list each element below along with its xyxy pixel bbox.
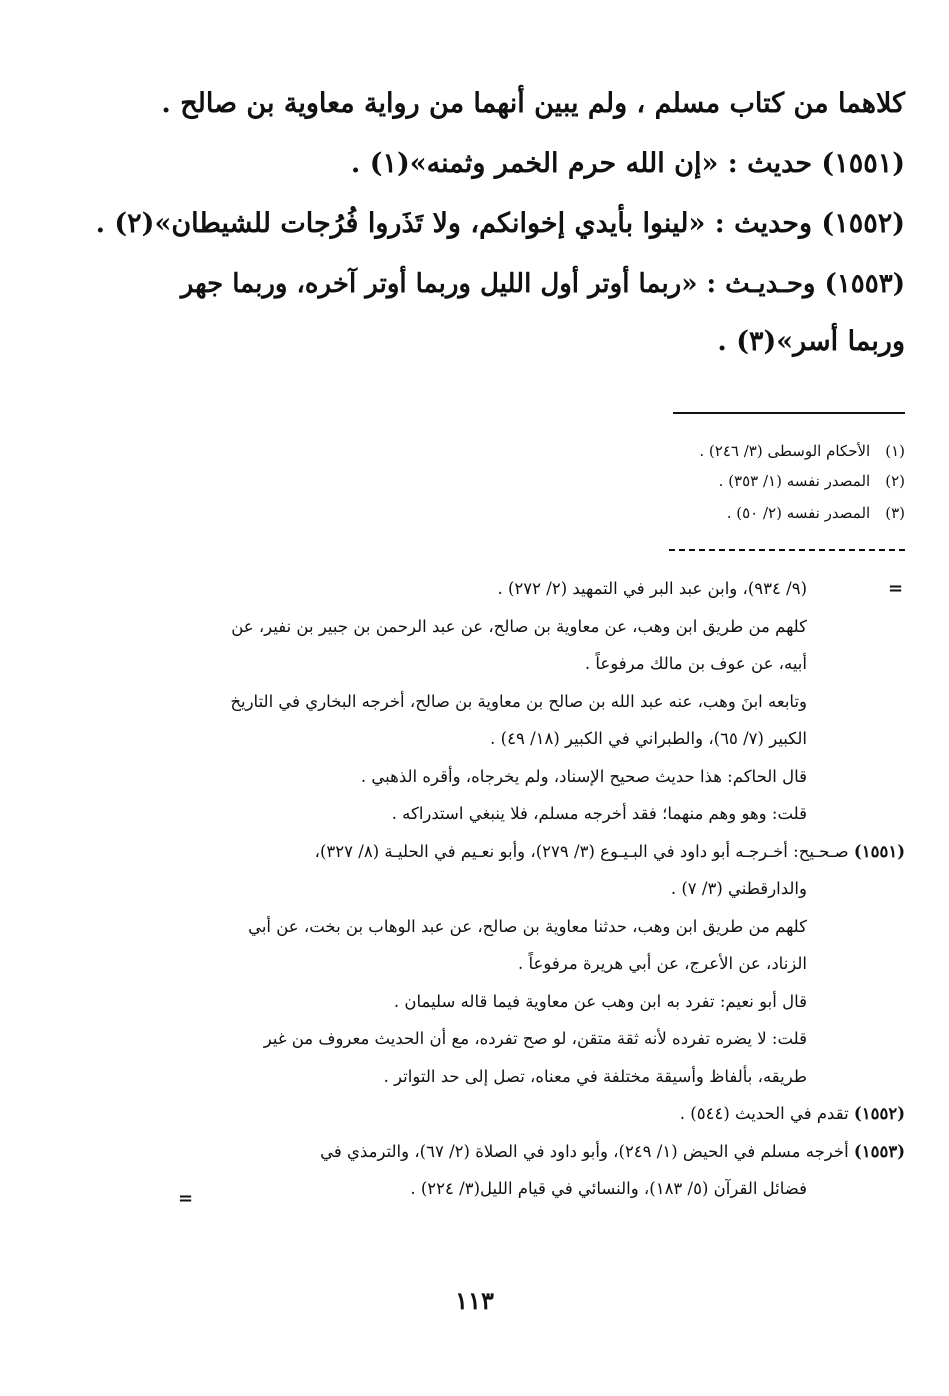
commentary-line bbox=[193, 683, 905, 721]
commentary-text: الكبير (٧/ ٦٥)، والطبراني في الكبير (١٨/ ٤٩) . bbox=[490, 729, 807, 748]
footnote-rule bbox=[673, 412, 905, 414]
footnote-text: الأحكام الوسطى (٣/ ٢٤٦) . bbox=[699, 442, 871, 460]
commentary-line bbox=[193, 833, 905, 871]
footnote-number: (٣) bbox=[885, 504, 905, 522]
commentary-text: قلت: وهو وهم منهما؛ فقد أخرجه مسلم، فلا ينبغي استدراكه . bbox=[391, 804, 807, 823]
commentary-line bbox=[193, 1020, 905, 1058]
commentary-text: والدارقطني (٣/ ٧) . bbox=[670, 879, 807, 898]
commentary-line bbox=[193, 758, 905, 796]
commentary-line bbox=[193, 795, 905, 833]
commentary-line bbox=[193, 608, 905, 646]
commentary-text: قال أبو نعيم: تفرد به ابن وهب عن معاوية فيما قاله سليمان . bbox=[393, 991, 807, 1011]
commentary-text: كلهم من طريق ابن وهب، حدثنا معاوية بن صالح، عن عبد الوهاب بن بخت، عن أبي bbox=[248, 916, 807, 936]
continuation-mark-top: = bbox=[888, 578, 904, 599]
commentary-text: أبيه، عن عوف بن مالك مرفوعاً . bbox=[584, 654, 807, 673]
commentary-separator bbox=[669, 549, 905, 551]
commentary-line bbox=[193, 983, 905, 1021]
footnote-text: المصدر نفسه (١/ ٣٥٣) . bbox=[718, 472, 871, 490]
footnote-number: (١) bbox=[885, 442, 905, 460]
page-number: ١١٣ bbox=[455, 1286, 494, 1315]
main-text-line-1: كلاهما من كتاب مسلم ، ولم يبين أنهما من رواية معاوية بن صالح . bbox=[161, 88, 905, 119]
commentary-line bbox=[193, 945, 905, 983]
commentary-text: أخرجه مسلم في الحيض (١/ ٢٤٩)، وأبو داود في الصلاة (٢/ ٦٧)، والترمذي في bbox=[320, 1141, 849, 1161]
commentary-text: صـحـيح: أخـرجـه أبو داود في البـيـوع (٣/ ٢٧٩)، وأبو نعـيم في الحليـة (٨/ ٣٢٧)، bbox=[314, 841, 849, 861]
commentary-line bbox=[193, 1170, 905, 1208]
commentary-text: طريقه، بألفاظ وأسيقة مختلفة في معناه، تصل إلى حد التواتر . bbox=[383, 1066, 807, 1086]
hadith-number: (١٥٥٣) bbox=[853, 1141, 905, 1161]
commentary-line bbox=[193, 1133, 905, 1171]
hadith-1553: (١٥٥٣) وحـديـث : «ربما أوتر أول الليل وربما أوتر آخره، وربما جهر bbox=[180, 269, 905, 299]
commentary-text: الزناد، عن الأعرج، عن أبي هريرة مرفوعاً . bbox=[518, 954, 807, 973]
commentary-line bbox=[193, 1095, 905, 1133]
commentary-line bbox=[193, 1058, 905, 1096]
continuation-mark-bottom: = bbox=[178, 1188, 194, 1209]
hadith-number: (١٥٥١) bbox=[853, 841, 905, 861]
commentary-text: وتابعه ابنَ وهب، عنه عبد الله بن صالح بن معاوية بن صالح، أخرجه البخاري في التاريخ bbox=[230, 691, 807, 711]
hadith-1551: (١٥٥١) حديث : «إن الله حرم الخمر وثمنه»(١) . bbox=[350, 148, 905, 179]
commentary-line bbox=[193, 870, 905, 908]
footnote-1 bbox=[305, 436, 905, 466]
commentary-line bbox=[193, 908, 905, 946]
footnote-number: (٢) bbox=[885, 472, 905, 490]
commentary-line bbox=[193, 570, 905, 608]
commentary-text: كلهم من طريق ابن وهب، عن معاوية بن صالح، عن عبد الرحمن بن جبير بن نفير، عن bbox=[231, 616, 807, 636]
hadith-1553-continued: وربما أسر»(٣) . bbox=[717, 326, 905, 357]
footnote-text: المصدر نفسه (٢/ ٥٠) . bbox=[726, 504, 871, 522]
commentary-text: فضائل القرآن (٥/ ١٨٣)، والنسائي في قيام الليل(٣/ ٢٢٤) . bbox=[410, 1179, 807, 1198]
commentary-line bbox=[193, 645, 905, 683]
footnote-2 bbox=[305, 466, 905, 496]
hadith-number: (١٥٥٢) bbox=[853, 1104, 905, 1123]
commentary-line bbox=[193, 720, 905, 758]
commentary-text: تقدم في الحديث (٥٤٤) . bbox=[679, 1104, 849, 1123]
commentary-text: قلت: لا يضره تفرده لأنه ثقة متقن، لو صح تفرده، مع أن الحديث معروف من غير bbox=[263, 1029, 807, 1048]
footnote-3 bbox=[305, 498, 905, 528]
commentary-text: قال الحاكم: هذا حديث صحيح الإسناد، ولم يخرجاه، وأقره الذهبي . bbox=[360, 766, 807, 786]
commentary bbox=[193, 570, 905, 1208]
hadith-1552: (١٥٥٢) وحديث : «لينوا بأيدي إخوانكم، ولا تَذَروا فُرُجات للشيطان»(٢) . bbox=[95, 208, 905, 239]
commentary-text: (٩/ ٩٣٤)، وابن عبد البر في التمهيد (٢/ ٢٧٢) . bbox=[497, 579, 807, 598]
